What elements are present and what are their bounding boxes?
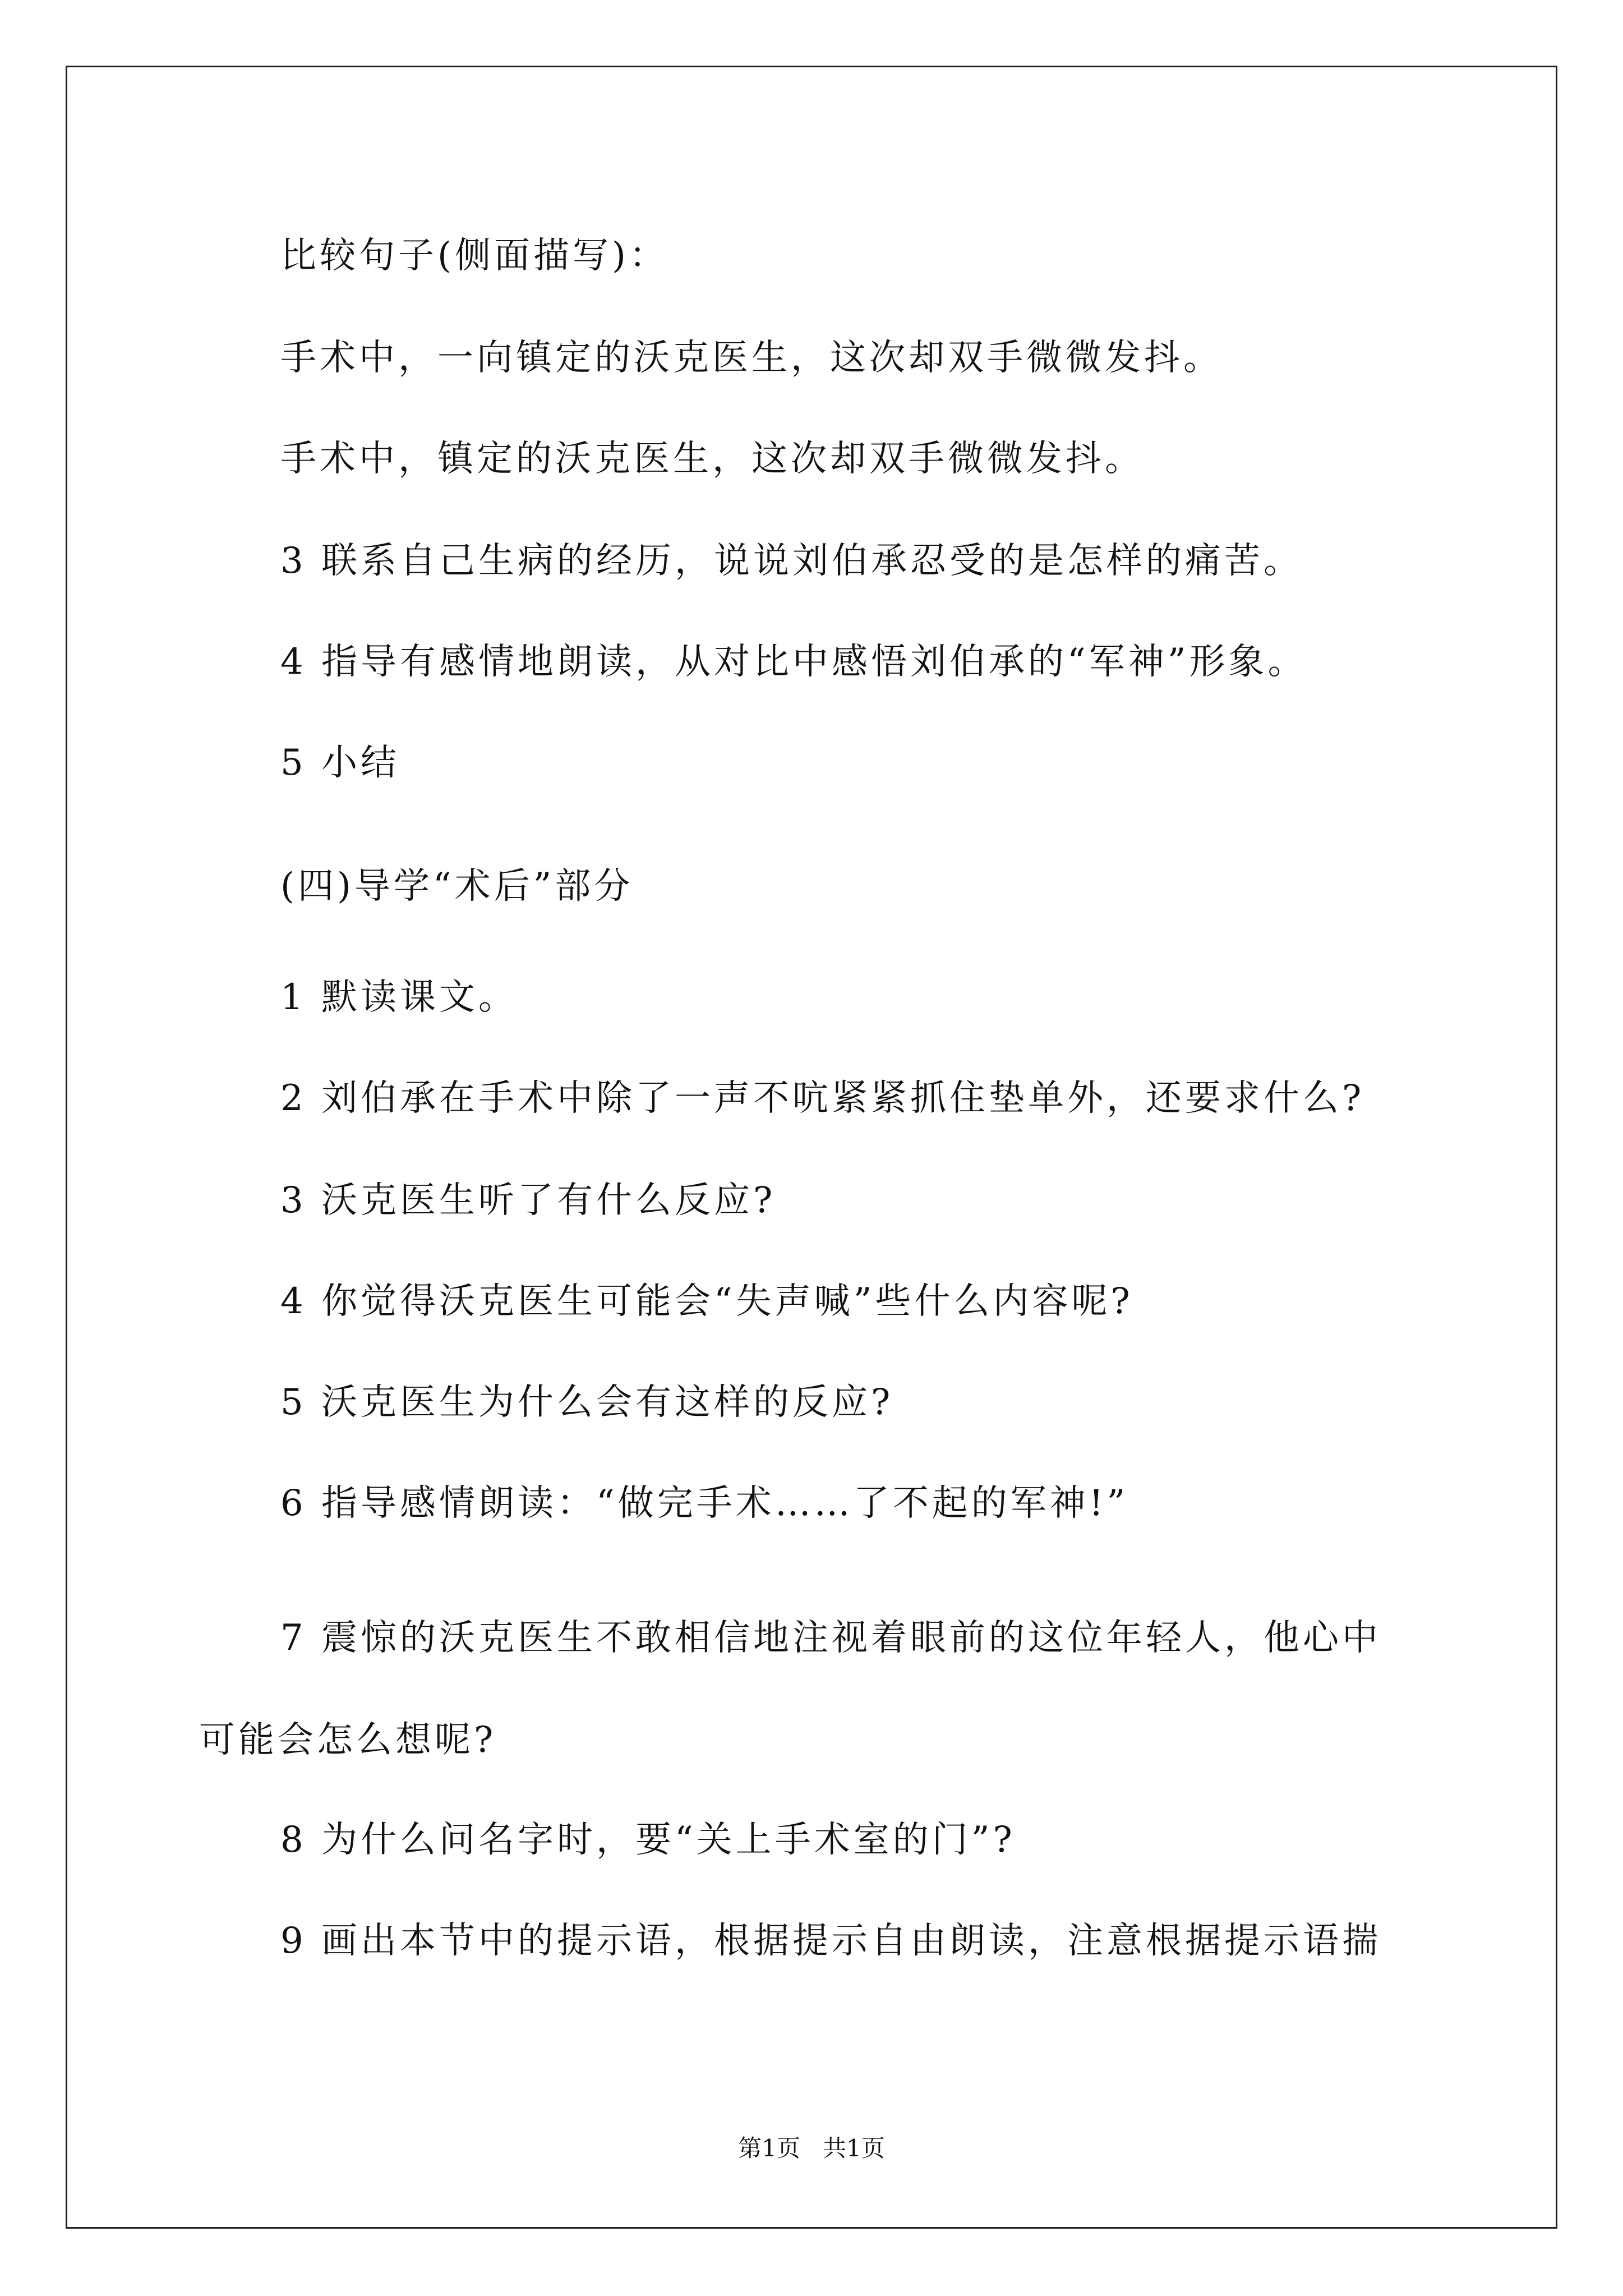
text-line: 手术中，一向镇定的沃克医生，这次却双手微微发抖。 — [280, 337, 1223, 379]
page-footer: 第1页 共1页 — [738, 2134, 885, 2162]
page-border — [66, 66, 1557, 2229]
text-line: 比较句子(侧面描写)： — [280, 235, 668, 277]
text-line: 5 小结 — [280, 742, 400, 784]
text-line: 2 刘伯承在手术中除了一声不吭紧紧抓住垫单外，还要求什么? — [280, 1078, 1365, 1119]
text-line: 6 指导感情朗读：“做完手术……了不起的军神!” — [280, 1483, 1129, 1524]
text-line: 可能会怎么想呢? — [199, 1719, 497, 1761]
text-line: 4 指导有感情地朗读，从对比中感悟刘伯承的“军神”形象。 — [280, 641, 1307, 683]
text-line: 3 沃克医生听了有什么反应? — [280, 1180, 776, 1221]
section-heading: (四)导学“术后”部分 — [280, 866, 634, 907]
text-line: 5 沃克医生为什么会有这样的反应? — [280, 1382, 894, 1423]
text-line: 9 画出本节中的提示语，根据提示自由朗读，注意根据提示语揣 — [280, 1920, 1382, 1962]
text-line: 4 你觉得沃克医生可能会“失声喊”些什么内容呢? — [280, 1281, 1133, 1322]
text-line: 1 默读课文。 — [280, 977, 518, 1018]
text-line: 3 联系自己生病的经历，说说刘伯承忍受的是怎样的痛苦。 — [280, 540, 1303, 582]
text-line: 7 震惊的沃克医生不敢相信地注视着眼前的这位年轻人，他心中 — [280, 1617, 1382, 1659]
text-line: 8 为什么问名字时，要“关上手术室的门”? — [280, 1819, 1016, 1861]
text-line: 手术中，镇定的沃克医生，这次却双手微微发抖。 — [280, 438, 1144, 480]
